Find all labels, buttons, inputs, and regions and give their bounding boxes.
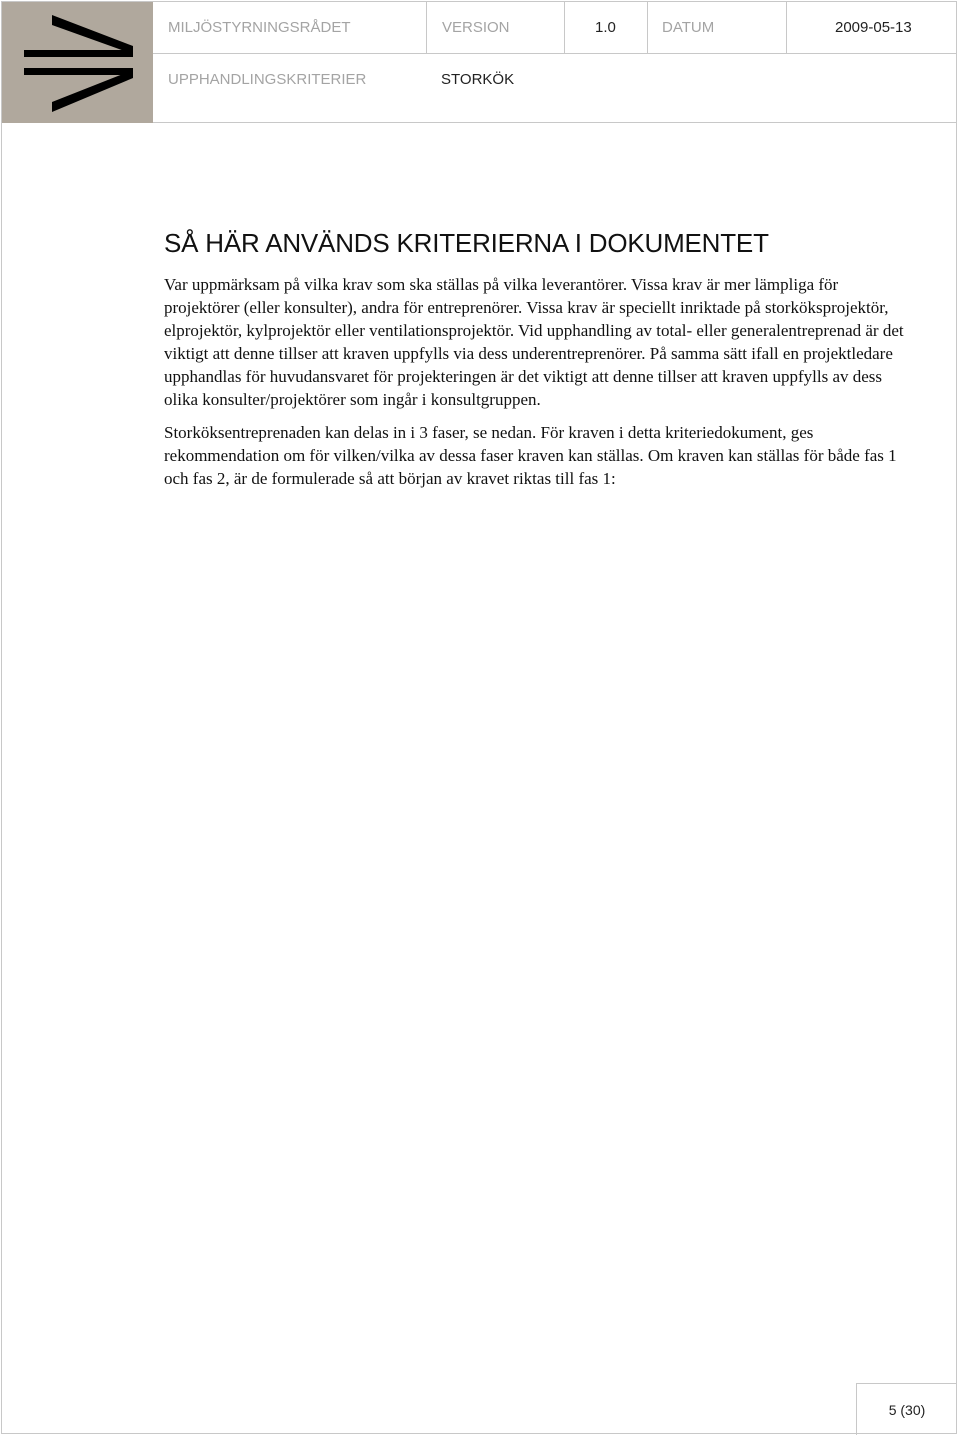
body-paragraph: Storköksentreprenaden kan delas in i 3 faser, se nedan. För kraven i detta kriteriedokument, ges rekommendation om för vilken/vilka av dessa faser kraven kan ställas. Om kraven kan ställas för både fas 1 och fas 2, är de formulerade så att början av kravet riktas till fas 1: [164, 423, 897, 488]
header-title-row [153, 54, 957, 106]
header-meta-row [153, 2, 957, 54]
msr-logo-icon [2, 2, 153, 123]
document-subject: STORKÖK [441, 71, 515, 88]
version-label: VERSION [426, 2, 564, 54]
document-type: UPPHANDLINGSKRITERIER [168, 71, 367, 88]
version-value: 1.0 [564, 2, 647, 54]
section-heading: SÅ HÄR ANVÄNDS KRITERIERNA I DOKUMENTET [164, 228, 769, 258]
organization-name: MILJÖSTYRNINGSRÅDET [168, 19, 351, 36]
page-number: 5 (30) [856, 1383, 957, 1435]
main-content [164, 228, 914, 500]
page-frame [1, 1, 957, 1434]
logo [2, 2, 153, 123]
body-paragraph: Var uppmärksam på vilka krav som ska ställas på vilka leverantörer. Vissa krav är mer lämpliga för projektörer (eller konsulter), andra för entreprenörer. Vissa krav är speciellt inriktade på storköksprojektör, elprojektör, kylprojektör eller ventilationsprojektör. Vid upphandling av total- eller generalentreprenad är det viktigt att denne tillser att kraven uppfylls via dess underentreprenörer. På samma sätt ifall en projektledare upphandlas för huvudansvaret för projekteringen är det viktigt att denne tillser att kraven uppfylls av dess olika konsulter/projektörer som ingår i konsultgruppen. [164, 275, 904, 409]
date-value: 2009-05-13 [786, 2, 957, 54]
document-header [153, 2, 957, 123]
date-label: DATUM [647, 2, 786, 54]
